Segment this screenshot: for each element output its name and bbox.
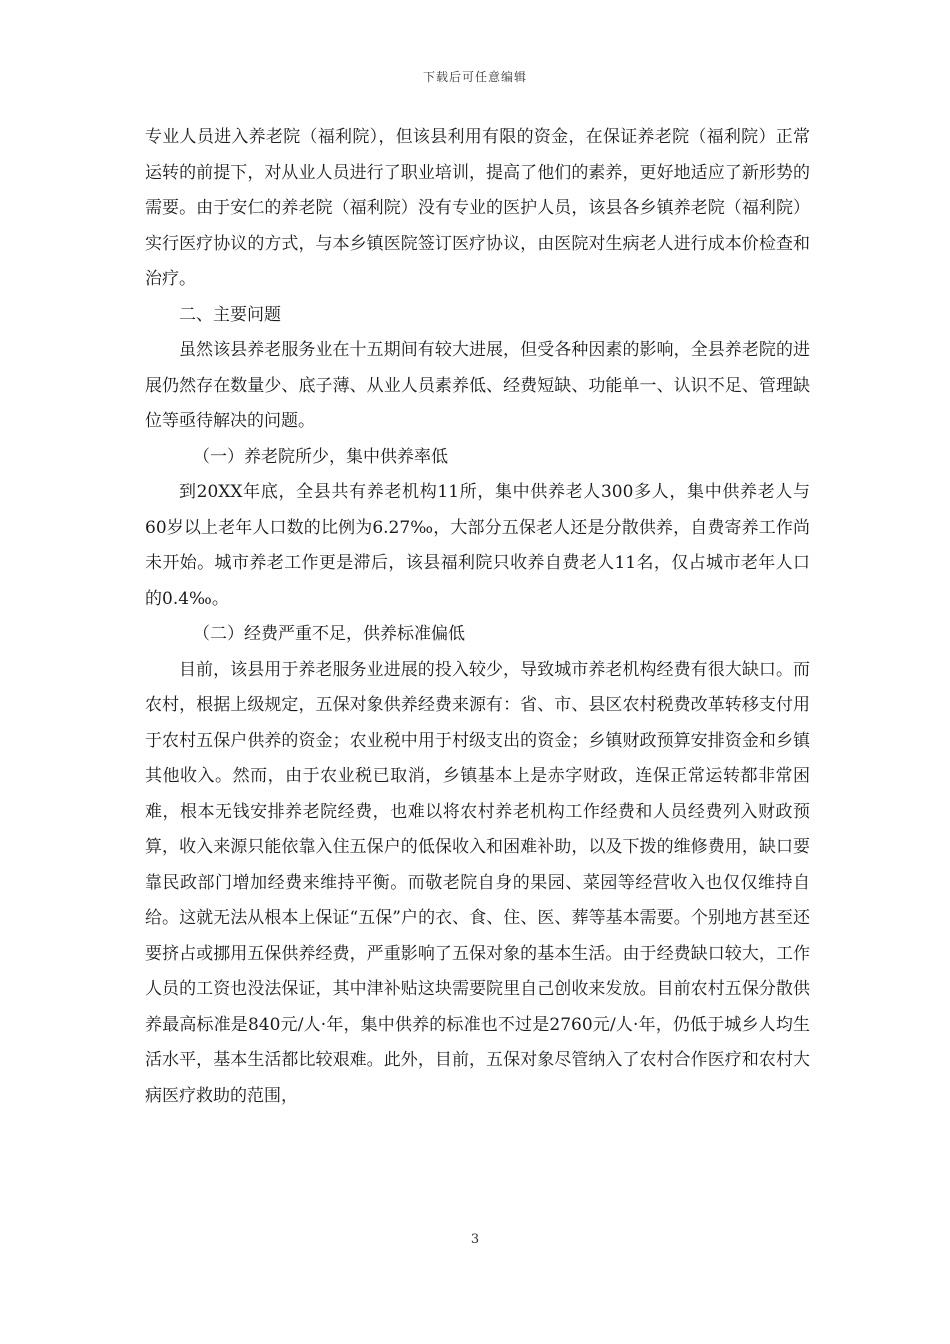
paragraph: 到20XX年底，全县共有养老机构11所，集中供养老人300多人，集中供养老人与60岁以上老年人口数的比例为6.27‰，大部分五保老人还是分散供养，自费寄养工作尚未开始。城市养老工作更是滞后，该县福利院只收养自费老人11名，仅占城市老年人口的0.4‰。 <box>145 482 810 609</box>
subsection-heading: （一）养老院所少，集中供养率低 <box>193 446 448 467</box>
section-heading: 二、主要问题 <box>179 304 281 325</box>
paragraph: 目前，该县用于养老服务业进展的投入较少，导致城市养老机构经费有很大缺口。而农村，根据上级规定，五保对象供养经费来源有：省、市、县区农村税费改革转移支付用于农村五保户供养的资金；农业税中用于村级支出的资金；乡镇财政预算安排资金和乡镇其他收入。然而，由于农业税已取消，乡镇基本上是赤字财政，连保正常运转都非常困难，根本无钱安排养老院经费，也难以将农村养老机构工作经费和人员经费列入财政预算，收入来源只能依靠入住五保户的低保收入和困难补助，以及下拨的维修费用，缺口要靠民政部门增加经费来维持平衡。而敬老院自身的果园、菜园等经营收入也仅仅维持自给。这就无法从根本上保证“五保”户的衣、食、住、医、葬等基本需要。个别地方甚至还要挤占或挪用五保供养经费，严重影响了五保对象的基本生活。由于经费缺口较大，工作人员的工资也没法保证，其中津补贴这块需要院里自己创收来发放。目前农村五保分散供养最高标准是840元/人·年，集中供养的标准也不过是2760元/人·年，仍低于城乡人均生活水平，基本生活都比较艰难。此外，目前，五保对象尽管纳入了农村合作医疗和农村大病医疗救助的范围， <box>145 659 810 1106</box>
paragraph: 虽然该县养老服务业在十五期间有较大进展，但受各种因素的影响，全县养老院的进展仍然存在数量少、底子薄、从业人员素养低、经费短缺、功能单一、认识不足、管理缺位等亟待解决的问题。 <box>145 340 810 431</box>
document-body <box>145 120 810 1114</box>
paragraph-continued: 专业人员进入养老院（福利院），但该县利用有限的资金，在保证养老院（福利院）正常运转的前提下，对从业人员进行了职业培训，提高了他们的素养，更好地适应了新形势的需要。由于安仁的养老院（福利院）没有专业的医护人员，该县各乡镇养老院（福利院）实行医疗协议的方式，与本乡镇医院签订医疗协议，由医院对生病老人进行成本价检查和治疗。 <box>145 127 810 289</box>
page-number: 3 <box>470 1232 480 1247</box>
subsection-heading: （二）经费严重不足，供养标准偏低 <box>193 624 465 644</box>
page-header: 下载后可任意编辑 <box>422 70 527 84</box>
